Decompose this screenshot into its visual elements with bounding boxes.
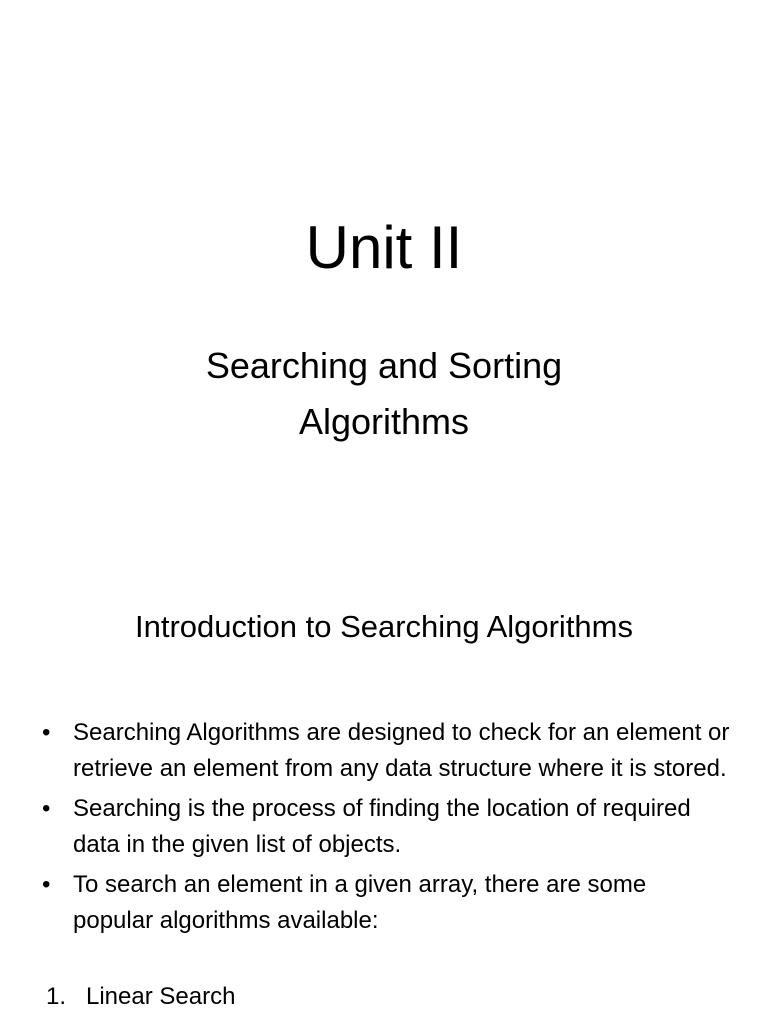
- numbered-item-text: Linear Search: [86, 983, 236, 1010]
- bullet-text: Searching is the process of finding the location of required data in the given list of objects.: [73, 795, 691, 858]
- bullet-text: Searching Algorithms are designed to check for an element or retrieve an element from any data structure where it is stored.: [73, 719, 730, 782]
- bullet-item: [42, 715, 732, 786]
- bullet-text: To search an element in a given array, there are some popular algorithms available:: [73, 871, 647, 934]
- bullet-item: [42, 791, 732, 862]
- bullet-icon: •: [42, 871, 51, 898]
- slide-subtitle: Searching and Sorting Algorithms: [205, 345, 563, 442]
- bullet-icon: •: [42, 795, 51, 822]
- bullet-icon: •: [42, 719, 51, 746]
- bullet-item: [42, 867, 732, 938]
- numbered-item: [46, 979, 736, 1015]
- section-heading: Introduction to Searching Algorithms: [135, 609, 633, 644]
- bullet-list: [42, 715, 732, 943]
- slide-title: Unit II: [305, 214, 463, 281]
- numbered-list: [46, 979, 736, 1015]
- number-marker: 1.: [46, 983, 67, 1010]
